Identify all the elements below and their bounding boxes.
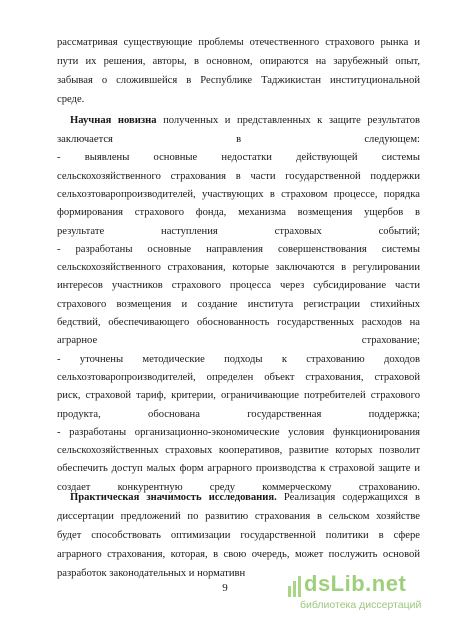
- page-number: 9: [222, 582, 228, 594]
- text-line: - разработаны организационно-экономические условия функционирования: [57, 426, 420, 438]
- text-line: разработок законодательных и нормативн: [57, 568, 246, 579]
- text-line: будет способствовать оптимизации государственной политики в сфере: [57, 530, 420, 541]
- text-line: - выявлены основные недостатки действующей системы: [57, 152, 420, 164]
- text-line: сельскохозяйственного страхования, которые заключаются в регулировании: [57, 262, 420, 274]
- text-line: пути их решения, авторы, в основном, опираются на зарубежный опыт,: [57, 56, 420, 67]
- practical-heading: Практическая значимость исследования.: [70, 492, 277, 503]
- novelty-heading: Научная новизна: [70, 115, 157, 126]
- text-line: забывая о сложившейся в Республике Таджикистан институциональной: [57, 75, 420, 86]
- text-line: диссертации предложений по развитию страхования в сельском хозяйстве: [57, 511, 420, 522]
- novelty-heading-rest: полученных и представленных к защите результатов: [156, 115, 420, 126]
- watermark-logo-icon: [288, 576, 302, 598]
- text-line: сельхозтоваропроизводителей, определен объект страхования, страховой: [57, 371, 420, 383]
- text-line: обеспечить доступ малых форм аграрного производства к страховой защите и: [57, 463, 420, 475]
- text-line: сельхозтоваропроизводителей, участвующих в страховом процессе, порядка: [57, 188, 420, 200]
- text-line: сельскохозяйственных страховых кооперативов, развитие которых позволит: [57, 445, 420, 457]
- text-line: риск, страховой тариф, критерии, ограничивающие потребителей страхового: [57, 390, 420, 402]
- text-line: продукта, обоснована государственная поддержка;: [57, 408, 420, 420]
- text-line: - уточнены методические подходы к страхованию доходов: [57, 353, 420, 365]
- text-line: аграрного страхования, которая, в свою очередь, может послужить основой: [57, 549, 420, 560]
- text-line: формирования страхового фонда, механизма возмещения ущербов в: [57, 207, 420, 219]
- text-line: рассматривая существующие проблемы отечественного страхового рынка и: [57, 37, 420, 48]
- watermark-logo: dsLib.net: [304, 571, 407, 596]
- watermark: [300, 571, 450, 619]
- novelty-heading-line: [70, 114, 420, 128]
- text-line: аграрное страхование;: [57, 335, 420, 347]
- text-line: - разработаны основные направления совершенствования системы: [57, 243, 420, 255]
- text-line: результате наступления страховых событий;: [57, 225, 420, 237]
- watermark-subtitle: библиотека диссертаций: [300, 599, 422, 611]
- text-line: интересов участников страхового процесса через субсидирование части: [57, 280, 420, 292]
- text-line: сельскохозяйственного страхования в части государственной поддержки: [57, 170, 420, 182]
- practical-heading-rest: Реализация содержащихся в: [276, 492, 420, 503]
- text-line: страхового возмещения и создание института регистрации стихийных: [57, 298, 420, 310]
- text-line: заключается в следующем:: [57, 134, 420, 145]
- text-line: среде.: [57, 94, 85, 105]
- text-line: создает конкурентную среду коммерческому страхованию.: [57, 481, 420, 493]
- text-line: бедствий, обеспечивающего обоснованность государственных расходов на: [57, 317, 420, 328]
- practical-heading-line: [70, 491, 420, 505]
